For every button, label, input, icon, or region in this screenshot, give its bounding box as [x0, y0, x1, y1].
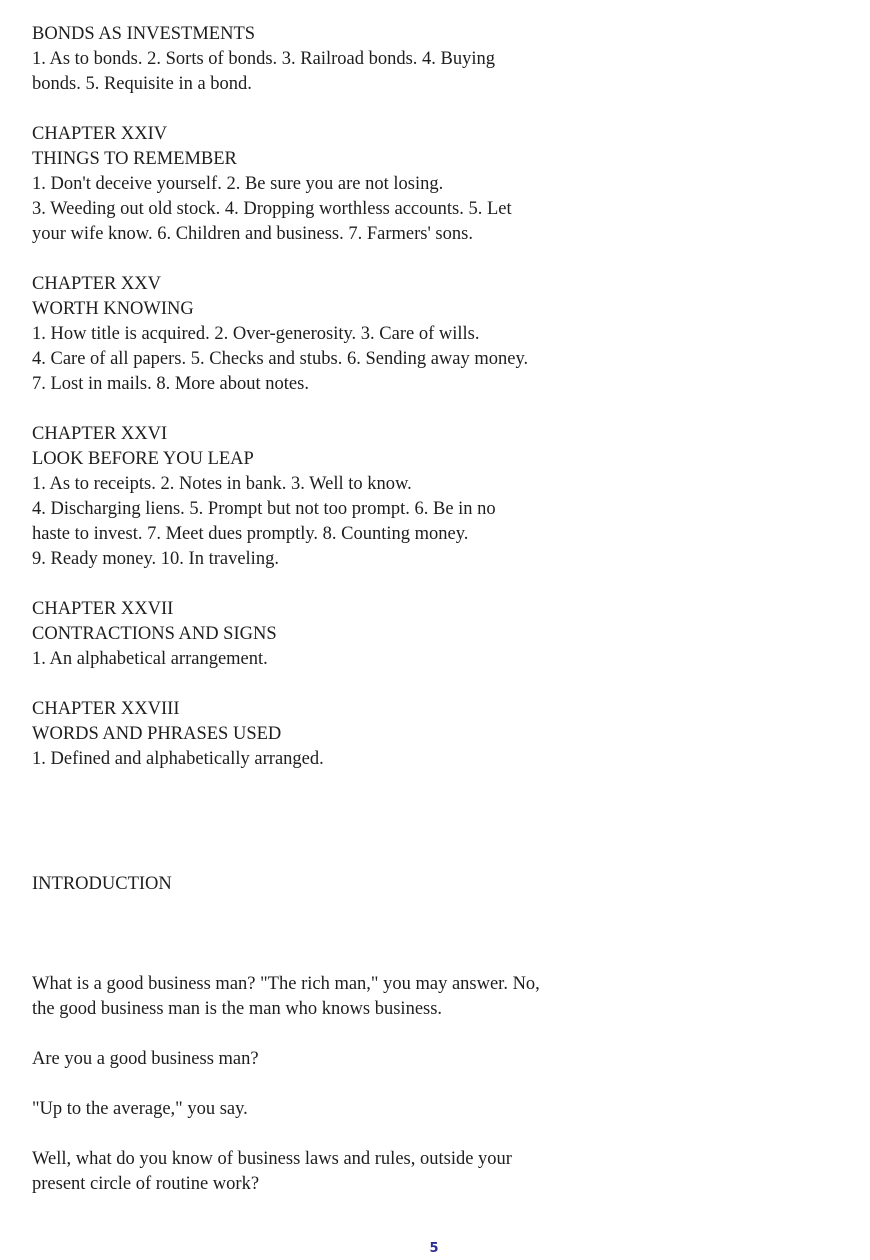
toc-chapter-xxvii [32, 597, 592, 672]
chapter-heading: CHAPTER XXVII [32, 599, 174, 619]
paragraph-line: Are you a good business man? [32, 1049, 259, 1069]
section-line: your wife know. 6. Children and business. 7. Farmers' sons. [32, 224, 473, 244]
toc-chapter-xxiv [32, 122, 592, 247]
section-line: 9. Ready money. 10. In traveling. [32, 549, 279, 569]
chapter-title: LOOK BEFORE YOU LEAP [32, 449, 254, 469]
section-line: 1. Defined and alphabetically arranged. [32, 749, 324, 769]
page-number-label: 5 [429, 1241, 439, 1256]
spacer [32, 897, 592, 972]
chapter-title: CONTRACTIONS AND SIGNS [32, 624, 277, 644]
chapter-heading: CHAPTER XXVI [32, 424, 168, 444]
spacer [32, 772, 592, 847]
toc-section-bonds [32, 22, 592, 97]
section-line: 1. How title is acquired. 2. Over-generosity. 3. Care of wills. [32, 324, 480, 344]
section-line: 1. As to bonds. 2. Sorts of bonds. 3. Railroad bonds. 4. Buying [32, 49, 496, 69]
page-content [32, 22, 592, 1222]
chapter-heading: CHAPTER XXVIII [32, 699, 180, 719]
section-line: 4. Discharging liens. 5. Prompt but not too prompt. 6. Be in no [32, 499, 496, 519]
section-title: BONDS AS INVESTMENTS [32, 24, 256, 44]
intro-paragraph [32, 1097, 592, 1122]
chapter-heading: CHAPTER XXV [32, 274, 161, 294]
paragraph-line: What is a good business man? "The rich man," you may answer. No, [32, 974, 540, 994]
chapter-heading: CHAPTER XXIV [32, 124, 168, 144]
chapter-title: THINGS TO REMEMBER [32, 149, 237, 169]
section-line: 1. An alphabetical arrangement. [32, 649, 268, 669]
section-line: 4. Care of all papers. 5. Checks and stubs. 6. Sending away money. [32, 349, 529, 369]
intro-paragraph [32, 972, 592, 1022]
page-number [0, 1241, 870, 1257]
toc-chapter-xxviii [32, 697, 592, 772]
section-line: haste to invest. 7. Meet dues promptly. 8. Counting money. [32, 524, 469, 544]
chapter-title: WORTH KNOWING [32, 299, 194, 319]
intro-paragraph [32, 1147, 592, 1197]
section-line: bonds. 5. Requisite in a bond. [32, 74, 252, 94]
introduction-heading: INTRODUCTION [32, 874, 172, 894]
section-line: 3. Weeding out old stock. 4. Dropping worthless accounts. 5. Let [32, 199, 512, 219]
section-line: 1. As to receipts. 2. Notes in bank. 3. Well to know. [32, 474, 412, 494]
section-line: 1. Don't deceive yourself. 2. Be sure you are not losing. [32, 174, 444, 194]
paragraph-line: present circle of routine work? [32, 1174, 260, 1194]
toc-chapter-xxvi [32, 422, 592, 572]
intro-paragraph [32, 1047, 592, 1072]
paragraph-line: "Up to the average," you say. [32, 1099, 248, 1119]
paragraph-line: the good business man is the man who knows business. [32, 999, 443, 1019]
section-line: 7. Lost in mails. 8. More about notes. [32, 374, 309, 394]
paragraph-line: Well, what do you know of business laws and rules, outside your [32, 1149, 512, 1169]
chapter-title: WORDS AND PHRASES USED [32, 724, 282, 744]
toc-chapter-xxv [32, 272, 592, 397]
